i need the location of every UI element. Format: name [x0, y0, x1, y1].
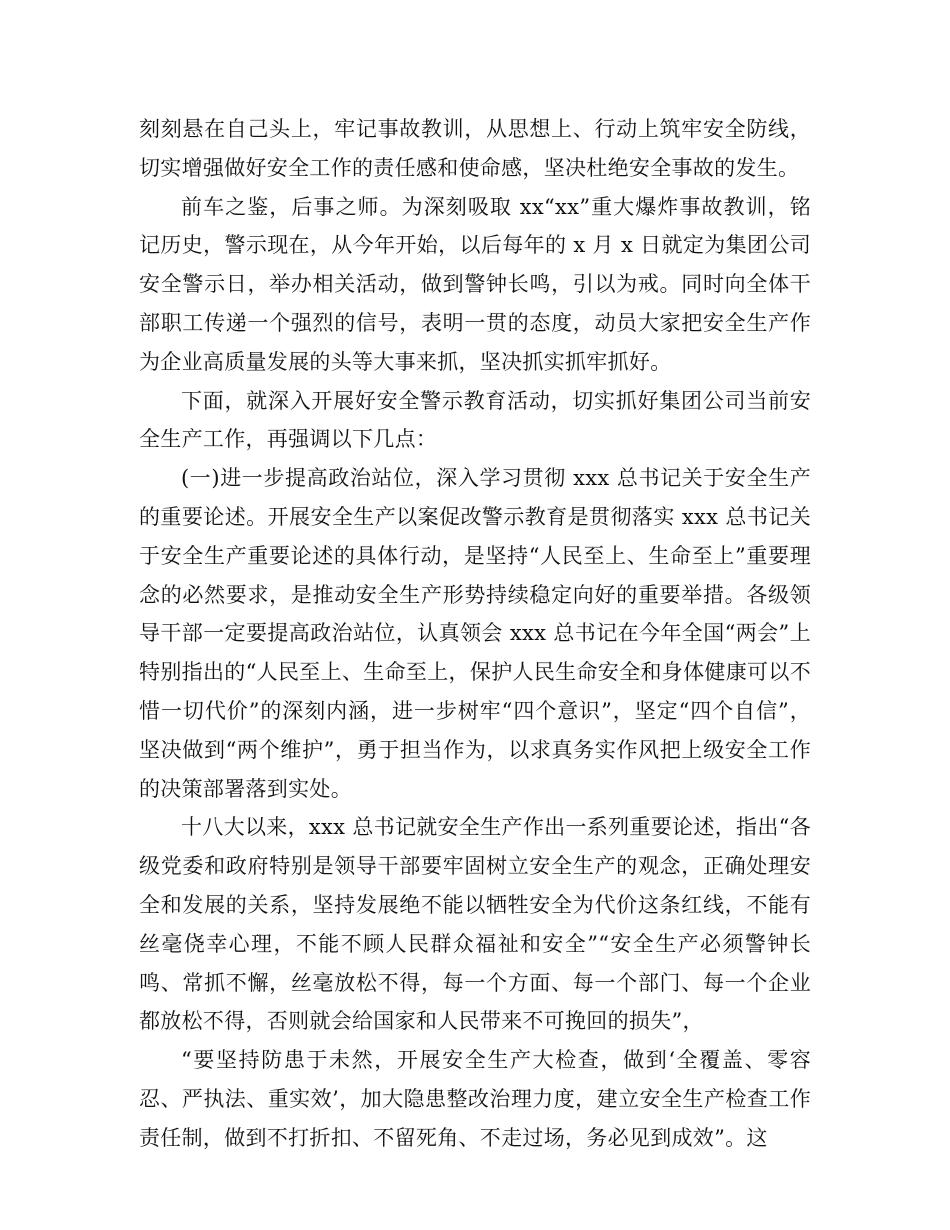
paragraph-5: 十八大以来，xxx 总书记就安全生产作出一系列重要论述，指出“各级党委和政府特别是领导干部要牢固树立安全生产的观念，正确处理安全和发展的关系，坚持发展绝不能以牺牲安全为代价这条红线，不能有丝毫侥幸心理，不能不顾人民群众福祉和安全”“安全生产必须警钟长鸣、常抓不懈，丝毫放松不得，每一个方面、每一个部门、每一个企业都放松不得，否则就会给国家和人民带来不可挽回的损失”， [139, 815, 811, 1034]
paragraph-4: (一)进一步提高政治站位，深入学习贯彻 xxx 总书记关于安全生产的重要论述。开展安全生产以案促改警示教育是贯彻落实 xxx 总书记关于安全生产重要论述的具体行动，是坚持“人民至上、生命至上”重要理念的必然要求，是推动安全生产形势持续稳定向好的重要举措。各级领导干部一定要提高政治站位，认真领会 xxx 总书记在今年全国“两会”上特别指出的“人民至上、生命至上，保护人民生命安全和身体健康可以不惜一切代价”的深刻内涵，进一步树牢“四个意识”，坚定“四个自信”，坚决做到“两个维护”，勇于担当作为，以求真务实作风把上级安全工作的决策部署落到实处。 [139, 466, 811, 801]
document-body [139, 110, 811, 1158]
paragraph-3: 下面，就深入开展好安全警示教育活动，切实抓好集团公司当前安全生产工作，再强调以下几点： [139, 388, 811, 452]
paragraph-6: “要坚持防患于未然，开展安全生产大检查，做到‘全覆盖、零容忍、严执法、重实效’，加大隐患整改治理力度，建立安全生产检查工作责任制，做到不打折扣、不留死角、不走过场，务必见到成效”。这 [139, 1048, 811, 1150]
paragraph-1: 刻刻悬在自己头上，牢记事故教训，从思想上、行动上筑牢安全防线，切实增强做好安全工作的责任感和使命感，坚决杜绝安全事故的发生。 [139, 117, 811, 180]
paragraph-2: 前车之鉴，后事之师。为深刻吸取 xx“xx”重大爆炸事故教训，铭记历史，警示现在，从今年开始，以后每年的 x 月 x 日就定为集团公司安全警示日，举办相关活动，做到警钟长鸣，引以为戒。同时向全体干部职工传递一个强烈的信号，表明一贯的态度，动员大家把安全生产作为企业高质量发展的头等大事来抓，坚决抓实抓牢抓好。 [139, 194, 811, 374]
